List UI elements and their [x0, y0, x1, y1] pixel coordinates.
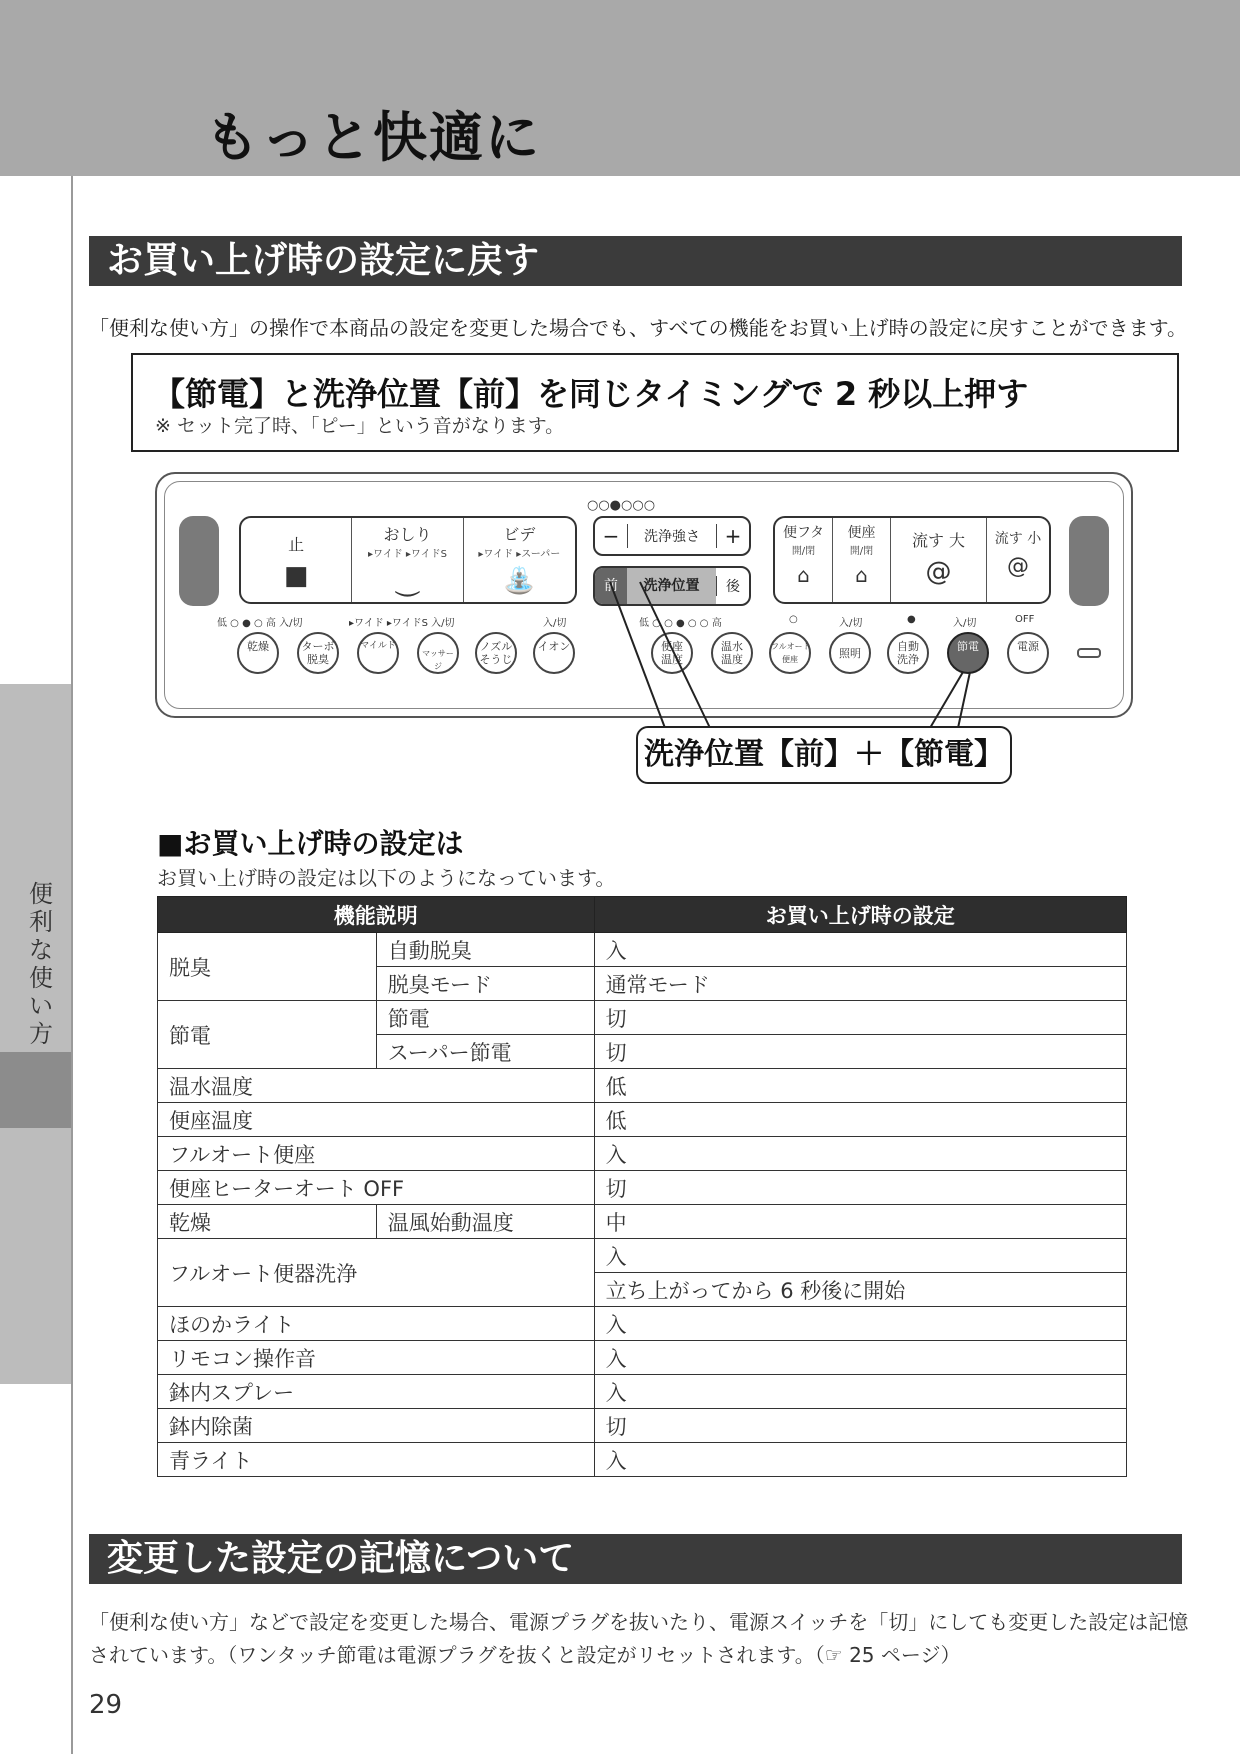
table-row [158, 1137, 1127, 1171]
table-row [158, 1205, 1127, 1239]
turbo-deodorize-button[interactable]: ターボ 脱臭 [297, 632, 339, 674]
defaults-heading: ■お買い上げ時の設定は [157, 827, 464, 860]
ion-button[interactable]: イオン [533, 632, 575, 674]
row-item-label: 鉢内スプレー [158, 1375, 595, 1409]
table-row [158, 1069, 1127, 1103]
flush-small-label: 流す 小 [994, 531, 1042, 547]
row-value: 中 [594, 1205, 1126, 1239]
stop-label: 止 [288, 535, 305, 554]
water-temp-button[interactable]: 温水 温度 [711, 632, 753, 674]
row-item-label: 温水温度 [158, 1069, 595, 1103]
row-value: 入 [594, 1443, 1126, 1477]
row-value: 通常モード [594, 967, 1126, 1001]
lid-icon: ⌂ [797, 563, 810, 587]
oshiri-sub-label: ▸ワイド ▸ワイドS [368, 549, 447, 560]
dry-indicator-label: 低 ○ ● ○ 高 入/切 [217, 618, 303, 629]
table-row [158, 1103, 1127, 1137]
table-row [158, 1443, 1127, 1477]
col-function-header: 機能説明 [158, 897, 595, 933]
row-value: 入 [594, 1239, 1126, 1273]
pointer-line-front [610, 582, 665, 728]
light-button[interactable]: 照明 [829, 632, 871, 674]
row-group-label: 節電 [158, 1001, 377, 1069]
row-value: 入 [594, 933, 1126, 967]
row-item-label: フルオート便器洗浄 [158, 1239, 595, 1307]
row-value: 切 [594, 1001, 1126, 1035]
swirl-small-icon: @ [1007, 554, 1029, 579]
page-number: 29 [89, 1690, 123, 1720]
row-item-label: 温風始動温度 [376, 1205, 594, 1239]
row-item-label: 便座温度 [158, 1103, 595, 1137]
bidet-label: ビデ [503, 525, 536, 544]
seat-icon: ⌂ [855, 563, 868, 587]
sidebar-label: 便利な使い方 [29, 880, 53, 1048]
instruction-note: ※ セット完了時、「ピー」という音がなります。 [155, 415, 565, 437]
section-heading-memory: 変更した設定の記憶について [89, 1534, 1182, 1584]
bidet-icon: ⛲ [503, 566, 536, 596]
pointer-lines [0, 0, 1240, 800]
table-row [158, 1171, 1127, 1205]
power-button[interactable]: 電源 [1007, 632, 1049, 674]
pointer-line-front-2 [640, 582, 710, 728]
dry-button[interactable]: 乾燥 [237, 632, 279, 674]
seat-sub-label: 開/閉 [849, 546, 874, 557]
light-indicator-label: 入/切 [839, 618, 863, 629]
row-value: 低 [594, 1103, 1126, 1137]
strength-label: 洗浄強さ [644, 529, 700, 545]
mild-button[interactable]: マイルド [357, 632, 399, 674]
row-group-label: 脱臭 [158, 933, 377, 1001]
row-value: 切 [594, 1409, 1126, 1443]
oshiri-label: おしり [383, 525, 432, 544]
row-item-label: 青ライト [158, 1443, 595, 1477]
row-item-label: スーパー節電 [376, 1035, 594, 1069]
row-item-label: 節電 [376, 1001, 594, 1035]
row-value: 入 [594, 1341, 1126, 1375]
eco-button[interactable]: 節電 [947, 632, 989, 674]
flush-big-label: 流す 大 [911, 531, 966, 550]
stop-icon: ■ [283, 561, 309, 591]
strength-plus-button[interactable]: + [716, 524, 749, 548]
strength-minus-button[interactable]: − [595, 524, 628, 548]
row-group-label: 乾燥 [158, 1205, 377, 1239]
table-row [158, 933, 1127, 967]
row-item-label: 便座ヒーターオート OFF [158, 1171, 595, 1205]
bidet-sub-label: ▸ワイド ▸スーパー [478, 549, 561, 560]
pointer-label: 洗浄位置【前】＋【節電】 [636, 726, 1012, 784]
fullauto-indicator: ○ [789, 614, 798, 625]
row-value: 入 [594, 1375, 1126, 1409]
swirl-big-icon: @ [925, 557, 952, 587]
row-item-label: ほのかライト [158, 1307, 595, 1341]
section-heading-reset: お買い上げ時の設定に戻す [89, 236, 1182, 286]
mild-indicator-label: ▸ワイド ▸ワイドS 入/切 [349, 618, 455, 629]
row-item-label: 鉢内除菌 [158, 1409, 595, 1443]
lid-sub-label: 開/閉 [791, 546, 816, 557]
pointer-line-eco-2 [958, 672, 970, 728]
row-value: 切 [594, 1171, 1126, 1205]
row-item-label: 脱臭モード [376, 967, 594, 1001]
row-item-label: フルオート便座 [158, 1137, 595, 1171]
row-item-label: 自動脱臭 [376, 933, 594, 967]
temp-indicator-label: 低 ○ ○ ● ○ ○ 高 [639, 618, 722, 629]
seat-temp-button[interactable]: 便座 温度 [651, 632, 693, 674]
position-back-button[interactable]: 後 [716, 576, 749, 596]
table-row [158, 1239, 1127, 1273]
oshiri-icon: ⏝ [394, 566, 420, 596]
table-row [158, 1001, 1127, 1035]
table-row [158, 1375, 1127, 1409]
table-row [158, 1341, 1127, 1375]
strength-indicator-dots: ○○●○○○ [587, 498, 656, 513]
table-row [158, 1409, 1127, 1443]
ion-indicator-label: 入/切 [543, 618, 567, 629]
massage-button[interactable]: マッサージ [417, 632, 459, 674]
row-value: 入 [594, 1137, 1126, 1171]
col-setting-header: お買い上げ時の設定 [594, 897, 1126, 933]
position-label: 洗浄位置 [627, 568, 716, 604]
defaults-table [157, 896, 1127, 1477]
position-front-button[interactable]: 前 [595, 568, 627, 604]
instruction-title: 【節電】と洗浄位置【前】を同じタイミングで 2 秒以上押す [153, 375, 1029, 413]
power-indicator-label: OFF [1015, 614, 1035, 625]
section-intro: 「便利な使い方」の操作で本商品の設定を変更した場合でも、すべての機能をお買い上げ時の設定に戻すことができます。 [89, 316, 1187, 340]
table-header-row [158, 897, 1127, 933]
auto-wash-button[interactable]: 自動 洗浄 [887, 632, 929, 674]
table-row [158, 1307, 1127, 1341]
row-value: 立ち上がってから 6 秒後に開始 [594, 1273, 1126, 1307]
eco-indicator-label: 入/切 [953, 618, 977, 629]
lid-label: 便フタ [782, 525, 825, 541]
row-value: 切 [594, 1035, 1126, 1069]
row-value: 入 [594, 1307, 1126, 1341]
pointer-line-eco [930, 672, 963, 728]
defaults-description: お買い上げ時の設定は以下のようになっています。 [157, 866, 616, 890]
nozzle-clean-button[interactable]: ノズル そうじ [475, 632, 517, 674]
fullauto-seat-button[interactable]: フルオート 便座 [769, 632, 811, 674]
page-title: もっと快適に [205, 106, 541, 169]
row-item-label: リモコン操作音 [158, 1341, 595, 1375]
auto-wash-indicator: ● [907, 614, 916, 625]
sidebar-tab-marker [0, 1052, 71, 1128]
memory-description: 「便利な使い方」などで設定を変更した場合、電源プラグを抜いたり、電源スイッチを「切」にしても変更した設定は記憶されています。（ワンタッチ節電は電源プラグを抜くと設定がリセットされます。（☞ 25 ページ） [89, 1610, 1189, 1667]
row-value: 低 [594, 1069, 1126, 1103]
seat-label: 便座 [847, 525, 876, 541]
